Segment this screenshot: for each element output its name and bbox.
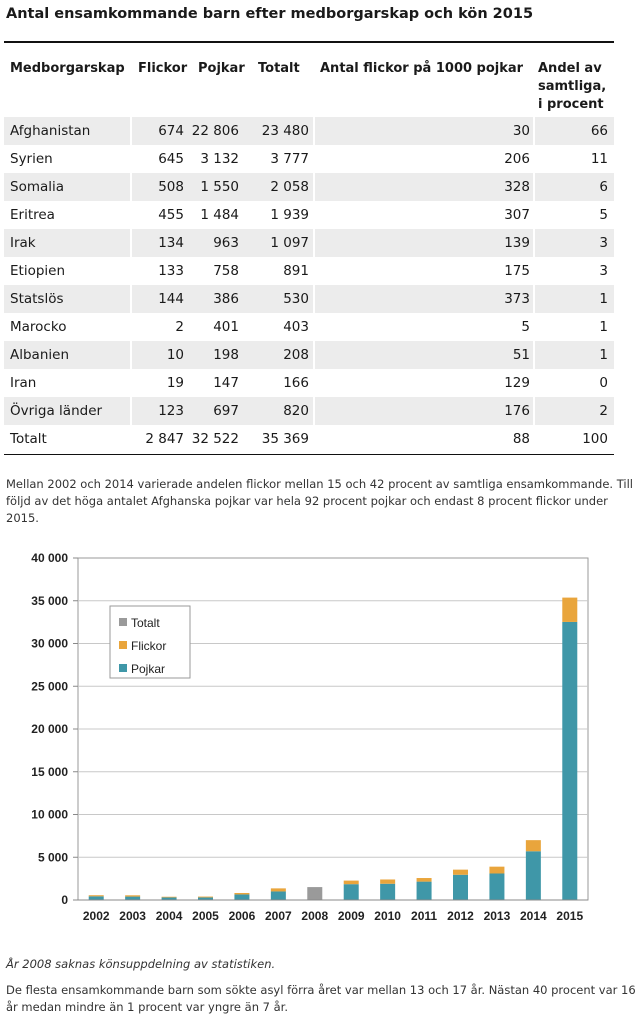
cell-girls: 2 847 (145, 431, 184, 447)
cell-country: Etiopien (10, 263, 66, 279)
cell-total: 1 939 (270, 207, 309, 223)
cell-girls: 645 (158, 151, 184, 167)
bar-flickor (526, 840, 541, 851)
table-row (4, 369, 614, 397)
cell-ratio: 206 (504, 151, 530, 167)
header-share-line1: Andel av (538, 61, 602, 76)
cell-share: 1 (599, 347, 608, 363)
x-tick-label: 2014 (520, 909, 547, 923)
cell-country: Marocko (10, 319, 67, 335)
bar-flickor (489, 867, 504, 874)
cell-country: Statslös (10, 291, 64, 307)
bar-pojkar (526, 851, 541, 900)
table-row (4, 257, 614, 285)
bar-pojkar (417, 882, 432, 900)
x-tick-label: 2012 (447, 909, 474, 923)
cell-girls: 133 (158, 263, 184, 279)
cell-ratio: 51 (512, 347, 530, 363)
y-tick-label: 15 000 (31, 764, 68, 779)
bar-flickor (344, 881, 359, 885)
y-tick-label: 10 000 (31, 807, 68, 822)
cell-share: 0 (599, 375, 608, 391)
cell-girls: 123 (158, 403, 184, 419)
cell-share: 6 (599, 179, 608, 195)
header-share (538, 60, 606, 114)
x-tick-label: 2007 (265, 909, 292, 923)
bar-flickor (125, 895, 140, 896)
bar-flickor (417, 878, 432, 882)
cell-total: 891 (283, 263, 309, 279)
paragraph-intro: Mellan 2002 och 2014 varierade andelen flickor mellan 15 och 42 procent av samtliga ensamkommande. Till följd av det höga antalet Afghanska pojkar var hela 92 procent pojkar och endast 8 procent flickor under 2015. (6, 477, 633, 525)
bar-pojkar (380, 884, 395, 900)
cell-country: Övriga länder (10, 403, 103, 419)
cell-boys: 758 (213, 263, 239, 279)
cell-country: Totalt (10, 431, 47, 447)
table-row (4, 201, 614, 229)
x-tick-label: 2013 (483, 909, 511, 923)
x-tick-label: 2003 (119, 909, 146, 923)
cell-boys: 401 (213, 319, 239, 335)
cell-girls: 19 (166, 375, 184, 391)
bar-pojkar (562, 622, 577, 900)
cell-total: 208 (283, 347, 309, 363)
table-header (4, 50, 614, 120)
x-tick-label: 2005 (192, 909, 219, 923)
cell-ratio: 373 (504, 291, 530, 307)
header-total: Totalt (258, 61, 300, 76)
y-tick-label: 30 000 (31, 636, 68, 651)
bar-pojkar (271, 891, 286, 900)
bar-flickor (271, 888, 286, 891)
cell-share: 11 (590, 151, 608, 167)
chart-note: År 2008 saknas könsuppdelning av statistiken. (6, 957, 276, 971)
x-tick-label: 2015 (556, 909, 584, 923)
y-tick-label: 40 000 (31, 551, 68, 565)
cell-share: 100 (582, 431, 608, 447)
cell-boys: 147 (213, 375, 239, 391)
bar-totalt (307, 887, 322, 900)
y-tick-label: 35 000 (31, 593, 68, 608)
cell-total: 530 (283, 291, 309, 307)
y-tick-label: 0 (61, 893, 68, 907)
cell-girls: 2 (175, 319, 184, 335)
x-tick-label: 2004 (155, 909, 183, 923)
legend-swatch (119, 618, 127, 626)
x-tick-label: 2002 (82, 909, 110, 923)
cell-country: Syrien (10, 151, 53, 167)
table-row (4, 341, 614, 369)
cell-girls: 10 (166, 347, 184, 363)
cell-total: 2 058 (270, 179, 309, 195)
cell-total: 820 (283, 403, 309, 419)
stacked-bar-chart (0, 544, 600, 929)
cell-boys: 386 (213, 291, 239, 307)
cell-boys: 198 (213, 347, 239, 363)
cell-ratio: 129 (504, 375, 530, 391)
cell-total: 166 (283, 375, 309, 391)
header-share-line2: samtliga, (538, 79, 607, 94)
bar-flickor (453, 870, 468, 875)
bar-flickor (162, 897, 177, 898)
legend-label: Totalt (131, 616, 160, 630)
cell-girls: 674 (158, 123, 184, 139)
cell-share: 1 (599, 291, 608, 307)
cell-boys: 697 (213, 403, 239, 419)
header-girls: Flickor (138, 61, 188, 76)
bar-pojkar (89, 896, 104, 900)
cell-boys: 3 132 (200, 151, 239, 167)
bar-flickor (380, 879, 395, 883)
legend-label: Flickor (131, 639, 167, 653)
cell-boys: 22 806 (191, 123, 239, 139)
cell-ratio: 328 (504, 179, 530, 195)
cell-total: 403 (283, 319, 309, 335)
cell-ratio: 88 (512, 431, 530, 447)
header-boys: Pojkar (198, 61, 245, 76)
cell-ratio: 30 (512, 123, 530, 139)
legend-label: Pojkar (131, 662, 166, 676)
header-ratio: Antal flickor på 1000 pojkar (320, 61, 524, 76)
bar-pojkar (453, 875, 468, 900)
cell-ratio: 176 (504, 403, 530, 419)
cell-total: 3 777 (270, 151, 309, 167)
cell-boys: 963 (213, 235, 239, 251)
cell-share: 3 (599, 263, 608, 279)
cell-ratio: 307 (504, 207, 530, 223)
y-tick-label: 25 000 (31, 679, 68, 694)
table-row (4, 285, 614, 313)
table-row (4, 313, 614, 341)
cell-total: 1 097 (270, 235, 309, 251)
legend-swatch (119, 641, 127, 649)
cell-ratio: 139 (504, 235, 530, 251)
cell-ratio: 175 (504, 263, 530, 279)
x-tick-label: 2010 (374, 909, 401, 923)
table-row (4, 229, 614, 257)
cell-girls: 455 (158, 207, 184, 223)
cell-boys: 1 484 (200, 207, 239, 223)
x-tick-label: 2009 (337, 909, 365, 923)
cell-total: 35 369 (261, 431, 309, 447)
cell-country: Somalia (10, 179, 65, 195)
legend-swatch (119, 664, 127, 672)
table-top-rule (4, 41, 614, 43)
cell-country: Irak (10, 235, 36, 251)
table-row (4, 145, 614, 173)
cell-boys: 32 522 (191, 431, 239, 447)
cell-country: Iran (10, 375, 37, 391)
x-tick-label: 2008 (301, 909, 329, 923)
cell-girls: 508 (158, 179, 184, 195)
bar-flickor (89, 895, 104, 896)
y-tick-label: 20 000 (31, 722, 68, 736)
column-divider (313, 117, 315, 453)
cell-share: 1 (599, 319, 608, 335)
x-tick-label: 2006 (228, 909, 256, 923)
table-row (4, 117, 614, 145)
y-tick-label: 5 000 (37, 850, 68, 865)
cell-country: Eritrea (10, 207, 55, 223)
cell-share: 5 (599, 207, 608, 223)
cell-total: 23 480 (261, 123, 309, 139)
column-divider (130, 117, 132, 453)
header-country: Medborgarskap (10, 61, 125, 76)
cell-ratio: 5 (521, 319, 530, 335)
cell-country: Albanien (10, 347, 69, 363)
bar-flickor (198, 897, 213, 898)
table-body (4, 117, 614, 453)
page-title: Antal ensamkommande barn efter medborgarskap och kön 2015 (6, 6, 534, 22)
table-row (4, 425, 614, 453)
column-divider (533, 117, 535, 453)
cell-share: 66 (590, 123, 608, 139)
table-row (4, 397, 614, 425)
table-bottom-rule (4, 454, 614, 455)
bar-flickor (562, 598, 577, 622)
bar-pojkar (234, 894, 249, 900)
header-share-line3: i procent (538, 97, 604, 112)
cell-boys: 1 550 (200, 179, 239, 195)
x-tick-label: 2011 (411, 909, 438, 923)
cell-share: 3 (599, 235, 608, 251)
bar-pojkar (125, 897, 140, 900)
cell-girls: 134 (158, 235, 184, 251)
cell-girls: 144 (158, 291, 184, 307)
cell-country: Afghanistan (10, 123, 91, 139)
bar-pojkar (489, 873, 504, 900)
paragraph-ages: De flesta ensamkommande barn som sökte asyl förra året var mellan 13 och 17 år. Nästan 40 procent var 16 år medan mindre än 1 procent var yngre än 7 år. (6, 983, 636, 1014)
bar-pojkar (344, 884, 359, 900)
table-row (4, 173, 614, 201)
cell-share: 2 (599, 403, 608, 419)
bar-flickor (234, 893, 249, 894)
